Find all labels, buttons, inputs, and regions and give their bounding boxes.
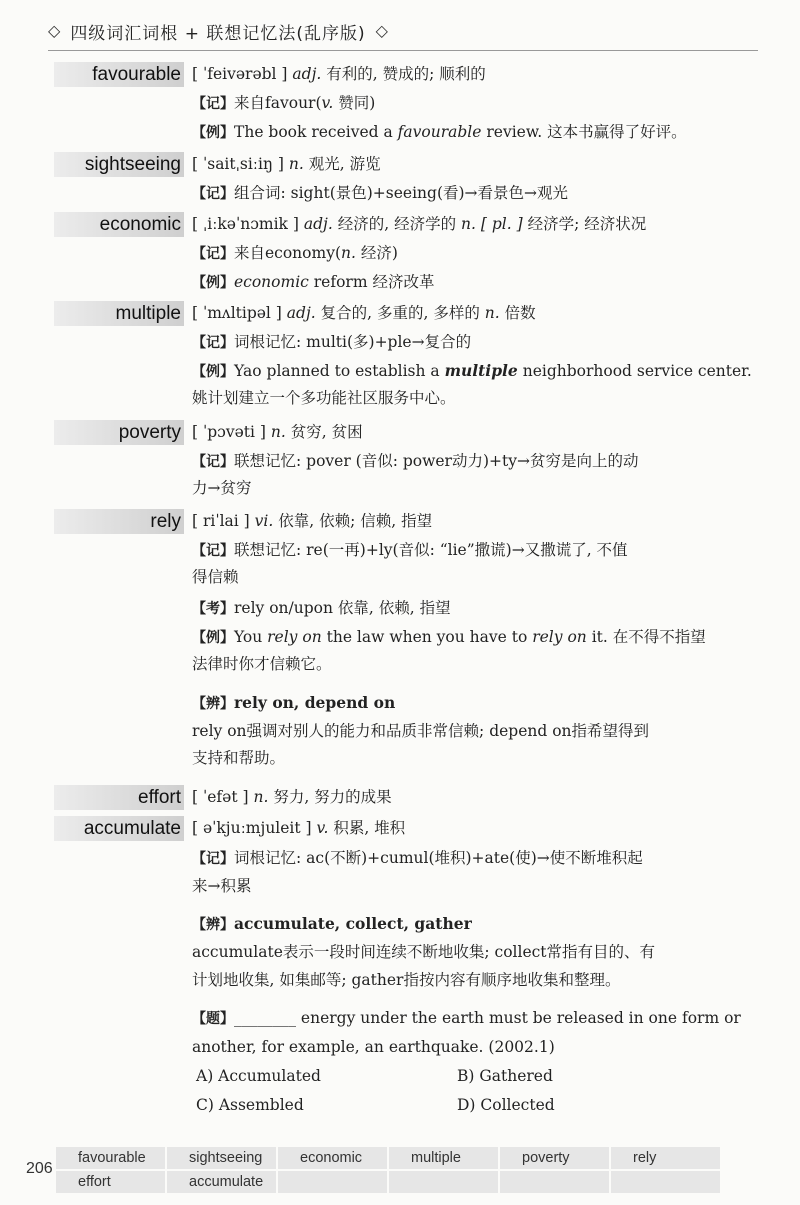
part-of-speech: adj. (292, 65, 322, 83)
headword-sightseeing: sightseeing (54, 152, 184, 177)
meaning: 贫穷, 贫困 (290, 423, 363, 441)
option-a: A) Accumulated (196, 1067, 321, 1085)
headword-poverty: poverty (54, 420, 184, 445)
index-cell: rely (611, 1147, 720, 1169)
headword-favourable: favourable (54, 62, 184, 87)
index-cell (611, 1171, 720, 1193)
memory-tag: 【记】 (192, 454, 234, 470)
meaning: 依靠, 依赖; 信赖, 指望 (278, 512, 433, 530)
part-of-speech: n. (253, 788, 269, 806)
headword-accumulate: accumulate (54, 816, 184, 841)
memory-note-rely (192, 538, 728, 563)
index-cell: poverty (500, 1147, 609, 1169)
header-title: 四级词汇词根 + 联想记忆法(乱序版) (70, 23, 366, 44)
example-keyword: multiple (444, 361, 518, 380)
memory-text: 来自favour( (234, 94, 322, 112)
index-cell: favourable (56, 1147, 165, 1169)
example-translation-rely: 法律时你才信赖它。 (192, 655, 332, 673)
memory-text: 联想记忆: re(一再)+ly(音似: “lie”撒谎)→又撒谎了, 不值 (234, 541, 628, 559)
question-tag: 【题】 (192, 1011, 234, 1027)
distinction-title-accumulate (192, 912, 728, 937)
headword-rely: rely (54, 509, 184, 534)
phonetic: [ ˌiːkəˈnɔmik ] (192, 215, 299, 233)
memory-tag: 【记】 (192, 335, 234, 351)
running-header (48, 16, 388, 46)
entry-definition-rely (192, 509, 728, 533)
part-of-speech: n. (270, 423, 286, 441)
meaning: 努力, 努力的成果 (273, 788, 392, 806)
example-tag: 【例】 (192, 364, 234, 380)
index-cell (278, 1171, 387, 1193)
index-cell (500, 1171, 609, 1193)
option-d: D) Collected (457, 1096, 555, 1114)
memory-pos: n. (341, 244, 356, 262)
example-translation-multiple: 姚计划建立一个多功能社区服务中心。 (192, 389, 456, 407)
example-tag: 【例】 (192, 630, 234, 646)
memory-text-end: 赞同) (333, 94, 376, 112)
example-text: Yao planned to establish a (234, 362, 445, 380)
memory-tag: 【记】 (192, 186, 234, 202)
diamond-icon: ◇ (48, 21, 61, 40)
memory-tag: 【记】 (192, 851, 234, 867)
memory-text-end: 经济) (355, 244, 398, 262)
memory-pos: v. (321, 94, 334, 112)
part-of-speech-2: n. (484, 304, 500, 322)
memory-note-accumulate-cont: 来→积累 (192, 877, 252, 895)
phonetic: [ ˈfeivərəbl ] (192, 65, 288, 83)
entry-definition-multiple (192, 301, 728, 325)
example-text-end: it. 在不得不指望 (586, 628, 706, 646)
memory-note-accumulate (192, 846, 728, 871)
example-tag: 【例】 (192, 275, 234, 291)
word-index-grid (56, 1147, 720, 1193)
phonetic: [ ˈsaitˌsiːiŋ ] (192, 155, 284, 173)
phonetic: [ ˈmʌltipəl ] (192, 304, 282, 322)
distinction-text-rely: rely on强调对别人的能力和品质非常信赖; depend on指希望得到 (192, 722, 650, 740)
distinction-title: rely on, depend on (234, 693, 396, 712)
exam-question-accumulate-cont: another, for example, an earthquake. (2002.1) (192, 1038, 555, 1056)
meaning-2: 经济学; 经济状况 (527, 215, 647, 233)
header-rule (48, 50, 758, 51)
example-favourable (192, 120, 728, 145)
phonetic: [ əˈkjuːmjuleit ] (192, 819, 312, 837)
headword-multiple: multiple (54, 301, 184, 326)
entry-definition-effort (192, 785, 728, 809)
example-rely (192, 625, 728, 650)
example-text: You (234, 628, 268, 646)
part-of-speech-2: n. (461, 215, 476, 233)
memory-note-multiple (192, 330, 728, 355)
memory-tag: 【记】 (192, 246, 234, 262)
part-of-speech: vi. (254, 512, 274, 530)
example-multiple (192, 359, 752, 384)
memory-text: 联想记忆: pover (音似: power动力)+ty→贫穷是向上的动 (234, 452, 639, 470)
meaning: 观光, 游览 (308, 155, 381, 173)
headword-economic: economic (54, 212, 184, 237)
memory-note-rely-cont: 得信赖 (192, 568, 239, 586)
distinction-tag: 【辨】 (192, 917, 234, 933)
exam-tag: 【考】 (192, 601, 234, 617)
example-tag: 【例】 (192, 125, 234, 141)
entry-definition-favourable (192, 62, 728, 86)
option-c: C) Assembled (196, 1096, 304, 1114)
memory-note-sightseeing (192, 181, 728, 206)
memory-text: 组合词: sight(景色)+seeing(看)→看景色→观光 (234, 184, 569, 202)
distinction-text-accumulate-cont: 计划地收集, 如集邮等; gather指按内容有顺序地收集和整理。 (192, 971, 621, 989)
index-cell: accumulate (167, 1171, 276, 1193)
entry-definition-poverty (192, 420, 728, 444)
part-of-speech: n. (288, 155, 304, 173)
meaning: 经济的, 经济学的 (337, 215, 457, 233)
question-text: energy under the earth must be released in one form or (296, 1009, 741, 1027)
distinction-title-rely (192, 691, 728, 716)
example-keyword: favourable (397, 123, 482, 141)
example-keyword: rely on (267, 628, 322, 646)
diamond-icon: ◇ (375, 21, 388, 40)
example-text: reform 经济改革 (308, 273, 435, 291)
memory-text: 来自economy( (234, 244, 342, 262)
page-number: 206 (26, 1160, 53, 1177)
entry-definition-sightseeing (192, 152, 728, 176)
entry-definition-economic (192, 212, 728, 236)
answer-blank: ________ (234, 1009, 296, 1027)
exam-text: rely on/upon 依靠, 依赖, 指望 (234, 599, 451, 617)
distinction-text-rely-cont: 支持和帮助。 (192, 749, 286, 767)
entry-definition-accumulate (192, 816, 728, 840)
phonetic: [ ˈpɔvəti ] (192, 423, 266, 441)
memory-note-economic (192, 241, 728, 266)
meaning-2: 倍数 (504, 304, 536, 322)
exam-question-accumulate (192, 1006, 741, 1031)
memory-note-poverty (192, 449, 728, 474)
distinction-tag: 【辨】 (192, 696, 234, 712)
example-text-mid: the law when you have to (321, 628, 533, 646)
distinction-title: accumulate, collect, gather (234, 914, 472, 933)
index-cell: effort (56, 1171, 165, 1193)
index-cell (389, 1171, 498, 1193)
distinction-text-accumulate: accumulate表示一段时间连续不断地收集; collect常指有目的、有 (192, 943, 656, 961)
option-b: B) Gathered (457, 1067, 553, 1085)
example-economic (192, 270, 728, 295)
exam-note-rely (192, 596, 728, 621)
headword-effort: effort (54, 785, 184, 810)
example-keyword-2: rely on (532, 628, 587, 646)
example-text-end: review. 这本书赢得了好评。 (481, 123, 687, 141)
meaning: 积累, 堆积 (333, 819, 406, 837)
part-of-speech: adj. (303, 215, 333, 233)
memory-note-favourable (192, 91, 728, 116)
phonetic: [ ˈefət ] (192, 788, 249, 806)
memory-tag: 【记】 (192, 543, 234, 559)
example-text-end: neighborhood service center. (517, 362, 752, 380)
meaning: 有利的, 赞成的; 顺利的 (326, 65, 486, 83)
index-cell: sightseeing (167, 1147, 276, 1169)
memory-text: 词根记忆: multi(多)+ple→复合的 (234, 333, 472, 351)
memory-tag: 【记】 (192, 96, 234, 112)
phonetic: [ riˈlai ] (192, 512, 250, 530)
example-text: The book received a (234, 123, 398, 141)
meaning: 复合的, 多重的, 多样的 (320, 304, 480, 322)
plural-label: [ pl. ] (480, 215, 523, 233)
part-of-speech: adj. (286, 304, 316, 322)
memory-text: 词根记忆: ac(不断)+cumul(堆积)+ate(使)→使不断堆积起 (234, 849, 643, 867)
memory-note-poverty-cont: 力→贫穷 (192, 479, 252, 497)
part-of-speech: v. (316, 819, 329, 837)
index-cell: multiple (389, 1147, 498, 1169)
example-keyword: economic (234, 273, 309, 291)
index-cell: economic (278, 1147, 387, 1169)
